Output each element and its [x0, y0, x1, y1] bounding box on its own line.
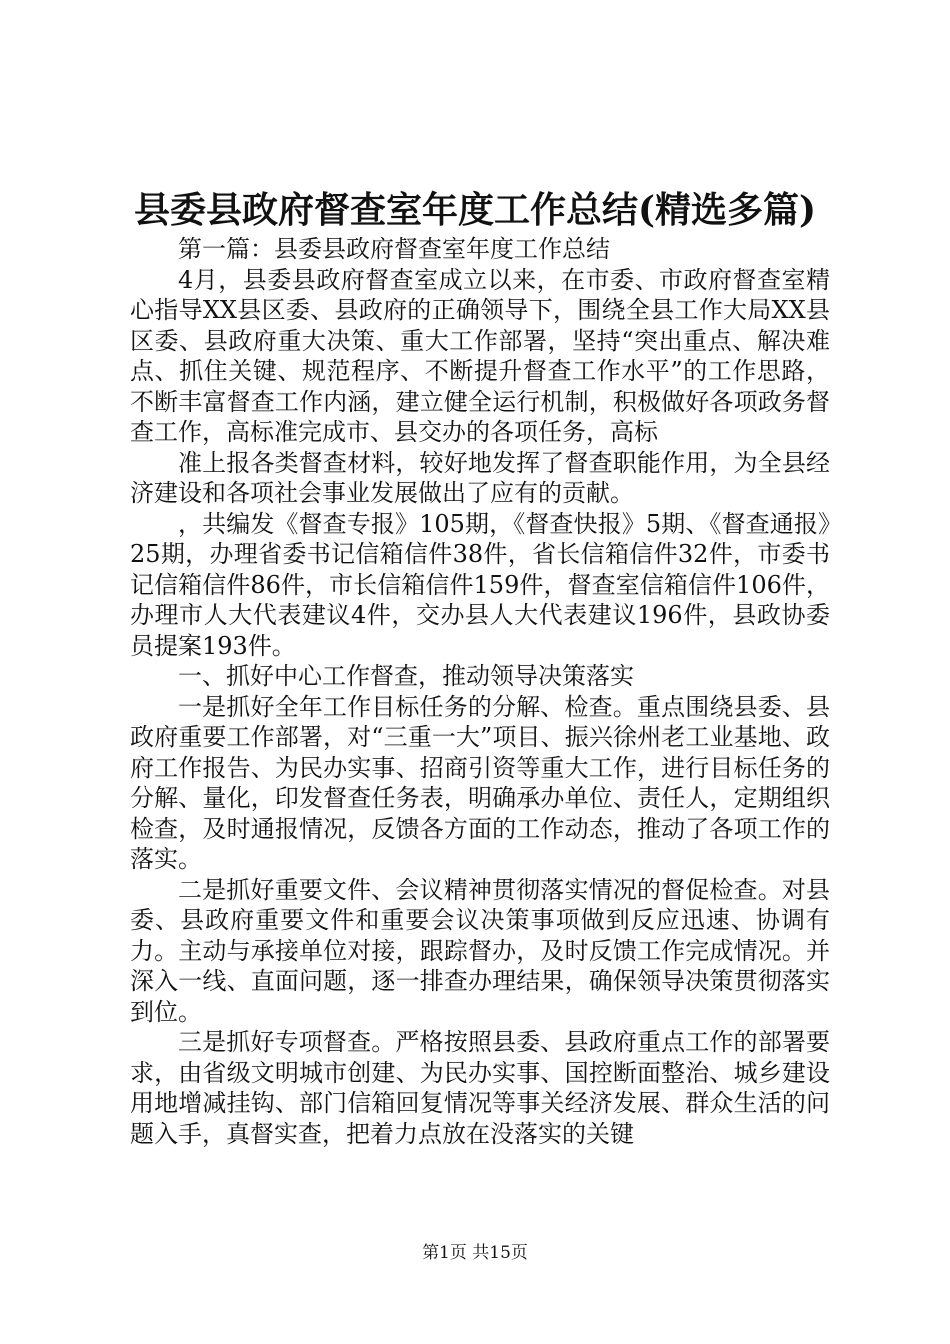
- paragraph: 三是抓好专项督查。严格按照县委、县政府重点工作的部署要求，由省级文明城市创建、为民办实事、国控断面整治、城乡建设用地增减挂钩、部门信箱回复情况等事关经济发展、群众生活的问题入手，真督实查，把着力点放在没落实的关键: [130, 1028, 830, 1148]
- paragraph-subheading: 一、抓好中心工作督查，推动领导决策落实: [178, 662, 634, 690]
- paragraph: ，共编发《督查专报》105期，《督查快报》5期、《督查通报》25期，办理省委书记信箱信件38件，省长信箱信件32件，市委书记信箱信件86件，市长信箱信件159件，督查室信箱信件106件，办理市人大代表建议4件，交办县人大代表建议196件，县政协委员提案193件。: [130, 509, 830, 660]
- paragraph: 准上报各类督查材料，较好地发挥了督查职能作用，为全县经济建设和各项社会事业发展做出了应有的贡献。: [130, 448, 830, 507]
- document-title: 县委县政府督查室年度工作总结(精选多篇): [133, 189, 817, 231]
- page-number-footer: 第1页 共15页: [422, 1243, 528, 1263]
- paragraph: 二是抓好重要文件、会议精神贯彻落实情况的督促检查。对县委、县政府重要文件和重要会议决策事项做到反应迅速、协调有力。主动与承接单位对接，跟踪督办，及时反馈工作完成情况。并深入一线、直面问题，逐一排查办理结果，确保领导决策贯彻落实到位。: [130, 875, 830, 1026]
- paragraph: 一是抓好全年工作目标任务的分解、检查。重点围绕县委、县政府重要工作部署，对“三重一大”项目、振兴徐州老工业基地、政府工作报告、为民办实事、招商引资等重大工作，进行目标任务的分解、量化，印发督查任务表，明确承办单位、责任人，定期组织检查，及时通报情况，反馈各方面的工作动态，推动了各项工作的落实。: [130, 692, 830, 873]
- document-body: [130, 234, 830, 1149]
- paragraph: 4月，县委县政府督查室成立以来，在市委、市政府督查室精心指导XX县区委、县政府的正确领导下，围绕全县工作大局XX县区委、县政府重大决策、重大工作部署，坚持“突出重点、解决难点、抓住关键、规范程序、不断提升督查工作水平”的工作思路，不断丰富督查工作内涵，建立健全运行机制，积极做好各项政务督查工作，高标准完成市、县交办的各项任务，高标: [130, 265, 830, 446]
- paragraph-section-heading: 第一篇：县委县政府督查室年度工作总结: [178, 235, 610, 263]
